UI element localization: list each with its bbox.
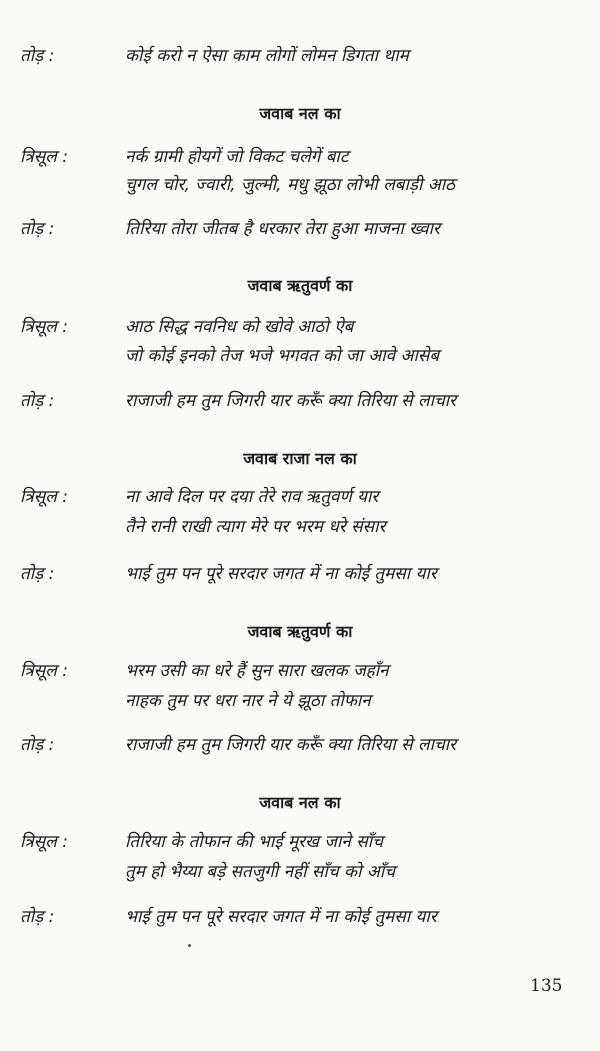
trisul-label: त्रिसूल : — [20, 832, 68, 852]
section-heading: जवाब राजा नल का — [243, 449, 357, 468]
verse-line: नाहक तुम पर धरा नार ने ये झूठा तोफान — [125, 691, 371, 711]
verse-line: आठ सिद्ध नवनिध को खोवे आठो ऐब — [125, 317, 354, 337]
verse-line: भाई तुम पन पूरे सरदार जगत में ना कोई तुमसा यार — [125, 564, 437, 584]
section-heading: जवाब ऋतुवर्ण का — [247, 622, 353, 641]
verse-line: तिरिया तोरा जीतब है धरकार तेरा हुआ माजना ख्वार — [125, 219, 440, 239]
verse-line: कोई करो न ऐसा काम लोगों लोमन डिगता थाम — [125, 46, 409, 66]
verse-line: भरम उसी का धरे हैं सुन सारा खलक जहाँन — [125, 661, 389, 681]
ink-speck — [188, 944, 191, 947]
tod-label: तोड़ : — [20, 391, 55, 411]
verse-line: तुम हो भैय्या बड़े सतजुगी नहीं साँच को आँच — [125, 862, 396, 882]
verse-line: तिरिया के तोफान की भाई मूरख जाने साँच — [125, 832, 383, 852]
tod-label: तोड़ : — [20, 735, 55, 755]
verse-line: राजाजी हम तुम जिगरी यार करूँ क्या तिरिया से लाचार — [125, 391, 457, 411]
verse-line: भाई तुम पन पूरे सरदार जगत में ना कोई तुमसा यार — [125, 907, 437, 927]
verse-line: चुगल चोर, ज्वारी, जुल्मी, मधु झूठा लोभी लबाड़ी आठ — [125, 175, 456, 195]
trisul-label: त्रिसूल : — [20, 661, 68, 681]
section-heading: जवाब नल का — [259, 793, 341, 812]
verse-line: ना आवे दिल पर दया तेरे राव ऋतुवर्ण यार — [125, 487, 379, 507]
tod-label: तोड़ : — [20, 219, 55, 239]
trisul-label: त्रिसूल : — [20, 487, 68, 507]
trisul-label: त्रिसूल : — [20, 317, 68, 337]
section-heading: जवाब ऋतुवर्ण का — [247, 276, 353, 295]
tod-label: तोड़ : — [20, 907, 55, 927]
verse-line: तैने रानी राखी त्याग मेरे पर भरम धरे संसार — [125, 517, 386, 537]
page-number: 135 — [530, 976, 563, 996]
section-heading: जवाब नल का — [259, 104, 341, 123]
verse-line: नर्क ग्रामी होयगें जो विकट चलेगें बाट — [125, 147, 349, 167]
verse-line: राजाजी हम तुम जिगरी यार करूँ क्या तिरिया से लाचार — [125, 735, 457, 755]
tod-label: तोड़ : — [20, 46, 55, 66]
trisul-label: त्रिसूल : — [20, 147, 68, 167]
tod-label: तोड़ : — [20, 564, 55, 584]
verse-line: जो कोई इनको तेज भजे भगवत को जा आवे आसेब — [125, 346, 440, 366]
